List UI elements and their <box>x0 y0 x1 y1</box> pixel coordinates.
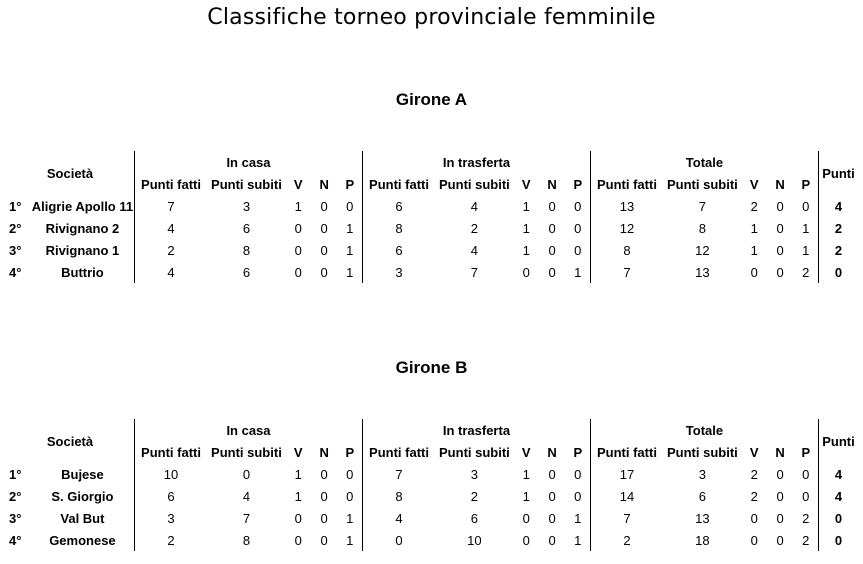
away-section-header: In trasferta <box>362 419 590 441</box>
away-stat-cell: 2 <box>470 488 479 504</box>
home-stat-cell: 1 <box>346 532 354 548</box>
home-col-header: V <box>293 176 303 192</box>
away-stat-cell: 0 <box>548 264 556 280</box>
table-row <box>6 463 858 485</box>
rank-cell: 4° <box>9 264 22 280</box>
home-stat-cell: 2 <box>135 529 208 551</box>
home-col-header: Punti subiti <box>211 176 282 192</box>
total-stat-cell: 0 <box>750 532 758 548</box>
total-stat-cell: 1 <box>802 242 810 258</box>
away-col-header: Punti subiti <box>439 176 510 192</box>
home-stat-cell: 7 <box>242 510 251 526</box>
total-stat-cell: 13 <box>695 510 710 526</box>
total-stat-cell: 2 <box>750 488 758 504</box>
total-col-header: V <box>749 176 759 192</box>
total-col-header: Punti fatti <box>590 173 663 195</box>
away-col-header: P <box>573 444 583 460</box>
away-stat-cell: 1 <box>522 488 530 504</box>
away-col-header: Punti fatti <box>362 173 435 195</box>
away-stat-cell: 0 <box>522 510 530 526</box>
home-stat-cell: 0 <box>320 198 328 214</box>
header-row-sections <box>6 151 858 173</box>
away-stat-cell: 0 <box>522 532 530 548</box>
rank-cell: 2° <box>9 488 22 504</box>
home-stat-cell: 2 <box>135 239 208 261</box>
home-stat-cell: 6 <box>135 485 208 507</box>
home-col-header: Punti subiti <box>211 444 282 460</box>
team-cell: Rivignano 1 <box>45 242 120 258</box>
points-cell: 0 <box>818 261 858 283</box>
team-cell: Aligrie Apollo 11 <box>31 198 134 214</box>
away-stat-cell: 0 <box>548 198 556 214</box>
total-stat-cell: 13 <box>695 264 710 280</box>
team-cell: Bujese <box>61 466 104 482</box>
home-stat-cell: 4 <box>135 261 208 283</box>
away-stat-cell: 3 <box>362 261 435 283</box>
team-cell: Buttrio <box>61 264 104 280</box>
away-stat-cell: 0 <box>362 529 435 551</box>
away-stat-cell: 1 <box>522 242 530 258</box>
total-stat-cell: 0 <box>802 488 810 504</box>
away-stat-cell: 0 <box>548 488 556 504</box>
away-stat-cell: 0 <box>574 466 582 482</box>
points-cell: 2 <box>818 217 858 239</box>
total-stat-cell: 8 <box>590 239 663 261</box>
away-stat-cell: 4 <box>470 242 479 258</box>
punti-header: Punti <box>818 419 858 463</box>
total-stat-cell: 2 <box>590 529 663 551</box>
table-row <box>6 195 858 217</box>
away-stat-cell: 1 <box>522 466 530 482</box>
away-section-header: In trasferta <box>362 151 590 173</box>
group-title-b: Girone B <box>395 358 468 377</box>
away-stat-cell: 10 <box>467 532 482 548</box>
total-col-header: Punti subiti <box>666 444 738 460</box>
total-stat-cell: 0 <box>776 532 784 548</box>
away-stat-cell: 0 <box>522 264 530 280</box>
home-stat-cell: 0 <box>242 466 251 482</box>
total-col-header: V <box>749 444 759 460</box>
away-stat-cell: 7 <box>470 264 479 280</box>
points-cell: 0 <box>818 529 858 551</box>
home-stat-cell: 8 <box>242 532 251 548</box>
home-col-header: N <box>319 176 329 192</box>
home-stat-cell: 0 <box>320 220 328 236</box>
home-section-header: In casa <box>135 151 363 173</box>
home-stat-cell: 0 <box>294 532 302 548</box>
away-stat-cell: 1 <box>522 220 530 236</box>
header-row-sections <box>6 419 858 441</box>
away-stat-cell: 3 <box>470 466 479 482</box>
total-stat-cell: 0 <box>750 510 758 526</box>
group-title-a: Girone A <box>395 90 468 109</box>
total-stat-cell: 12 <box>590 217 663 239</box>
home-col-header: P <box>345 444 355 460</box>
header-row-columns <box>6 441 858 463</box>
standings-table-b <box>6 419 858 551</box>
home-stat-cell: 0 <box>294 220 302 236</box>
total-stat-cell: 0 <box>802 198 810 214</box>
home-stat-cell: 3 <box>242 198 251 214</box>
away-stat-cell: 8 <box>362 485 435 507</box>
total-stat-cell: 7 <box>698 198 706 214</box>
table-row <box>6 507 858 529</box>
total-stat-cell: 1 <box>750 220 758 236</box>
standings-table-a <box>6 151 858 283</box>
away-col-header: N <box>547 444 557 460</box>
away-stat-cell: 1 <box>574 264 582 280</box>
table-row <box>6 217 858 239</box>
team-cell: S. Giorgio <box>51 488 114 504</box>
total-stat-cell: 0 <box>776 264 784 280</box>
away-stat-cell: 0 <box>548 220 556 236</box>
away-stat-cell: 0 <box>574 220 582 236</box>
home-stat-cell: 8 <box>242 242 251 258</box>
away-stat-cell: 7 <box>362 463 435 485</box>
header-row-columns <box>6 173 858 195</box>
rank-cell: 2° <box>9 220 22 236</box>
away-stat-cell: 0 <box>548 510 556 526</box>
total-section-header: Totale <box>590 419 818 441</box>
table-row <box>6 261 858 283</box>
table-row <box>6 239 858 261</box>
home-stat-cell: 1 <box>346 242 354 258</box>
total-stat-cell: 0 <box>776 488 784 504</box>
home-stat-cell: 0 <box>320 510 328 526</box>
total-col-header: Punti subiti <box>666 176 738 192</box>
rank-cell: 3° <box>9 242 22 258</box>
table-row <box>6 529 858 551</box>
total-col-header: N <box>775 176 785 192</box>
punti-header: Punti <box>818 151 858 195</box>
away-stat-cell: 6 <box>362 239 435 261</box>
total-stat-cell: 2 <box>802 510 810 526</box>
home-col-header: Punti fatti <box>135 173 208 195</box>
home-stat-cell: 4 <box>242 488 251 504</box>
home-stat-cell: 0 <box>346 466 354 482</box>
away-col-header: V <box>521 176 531 192</box>
away-col-header: V <box>521 444 531 460</box>
home-stat-cell: 0 <box>294 264 302 280</box>
total-stat-cell: 7 <box>590 261 663 283</box>
home-stat-cell: 1 <box>346 264 354 280</box>
home-stat-cell: 0 <box>320 488 328 504</box>
away-stat-cell: 2 <box>470 220 479 236</box>
home-stat-cell: 0 <box>320 532 328 548</box>
away-col-header: P <box>573 176 583 192</box>
total-stat-cell: 1 <box>802 220 810 236</box>
home-col-header: Punti fatti <box>135 441 208 463</box>
away-stat-cell: 0 <box>548 532 556 548</box>
total-stat-cell: 12 <box>695 242 710 258</box>
home-stat-cell: 1 <box>294 488 302 504</box>
home-stat-cell: 0 <box>346 198 354 214</box>
home-section-header: In casa <box>135 419 363 441</box>
home-col-header: V <box>293 444 303 460</box>
total-stat-cell: 6 <box>698 488 706 504</box>
home-stat-cell: 1 <box>346 220 354 236</box>
total-col-header: P <box>801 176 811 192</box>
away-col-header: Punti subiti <box>439 444 510 460</box>
total-stat-cell: 13 <box>590 195 663 217</box>
points-cell: 4 <box>818 485 858 507</box>
points-cell: 4 <box>818 463 858 485</box>
home-stat-cell: 10 <box>135 463 208 485</box>
home-stat-cell: 0 <box>320 466 328 482</box>
away-stat-cell: 8 <box>362 217 435 239</box>
away-stat-cell: 0 <box>574 242 582 258</box>
team-cell: Val But <box>60 510 105 526</box>
points-cell: 0 <box>818 507 858 529</box>
away-stat-cell: 4 <box>470 198 479 214</box>
rank-cell: 3° <box>9 510 22 526</box>
total-stat-cell: 2 <box>802 264 810 280</box>
total-col-header: N <box>775 444 785 460</box>
home-col-header: P <box>345 176 355 192</box>
home-stat-cell: 4 <box>135 217 208 239</box>
away-stat-cell: 0 <box>548 242 556 258</box>
away-stat-cell: 0 <box>574 198 582 214</box>
rank-cell: 1° <box>9 198 22 214</box>
total-stat-cell: 0 <box>776 220 784 236</box>
away-col-header: N <box>547 176 557 192</box>
points-cell: 4 <box>818 195 858 217</box>
home-stat-cell: 0 <box>294 242 302 258</box>
total-section-header: Totale <box>590 151 818 173</box>
home-col-header: N <box>319 444 329 460</box>
home-stat-cell: 0 <box>294 510 302 526</box>
away-stat-cell: 6 <box>362 195 435 217</box>
societa-header: Società <box>46 433 94 449</box>
total-stat-cell: 0 <box>776 466 784 482</box>
total-stat-cell: 2 <box>750 466 758 482</box>
home-stat-cell: 6 <box>242 264 251 280</box>
total-stat-cell: 8 <box>698 220 706 236</box>
home-stat-cell: 7 <box>135 195 208 217</box>
away-stat-cell: 0 <box>548 466 556 482</box>
total-col-header: P <box>801 444 811 460</box>
total-stat-cell: 3 <box>698 466 706 482</box>
away-stat-cell: 6 <box>470 510 479 526</box>
total-stat-cell: 7 <box>590 507 663 529</box>
home-stat-cell: 1 <box>294 466 302 482</box>
home-stat-cell: 6 <box>242 220 251 236</box>
total-stat-cell: 18 <box>695 532 710 548</box>
total-stat-cell: 0 <box>776 242 784 258</box>
total-stat-cell: 14 <box>590 485 663 507</box>
away-stat-cell: 4 <box>362 507 435 529</box>
total-stat-cell: 0 <box>776 510 784 526</box>
total-col-header: Punti fatti <box>590 441 663 463</box>
home-stat-cell: 1 <box>294 198 302 214</box>
total-stat-cell: 2 <box>750 198 758 214</box>
points-cell: 2 <box>818 239 858 261</box>
rank-cell: 1° <box>9 466 22 482</box>
total-stat-cell: 0 <box>802 466 810 482</box>
away-col-header: Punti fatti <box>362 441 435 463</box>
societa-header: Società <box>46 165 94 181</box>
home-stat-cell: 1 <box>346 510 354 526</box>
home-stat-cell: 0 <box>346 488 354 504</box>
away-stat-cell: 1 <box>574 510 582 526</box>
total-stat-cell: 2 <box>802 532 810 548</box>
total-stat-cell: 1 <box>750 242 758 258</box>
total-stat-cell: 17 <box>590 463 663 485</box>
home-stat-cell: 3 <box>135 507 208 529</box>
total-stat-cell: 0 <box>750 264 758 280</box>
total-stat-cell: 0 <box>776 198 784 214</box>
team-cell: Gemonese <box>49 532 116 548</box>
home-stat-cell: 0 <box>320 264 328 280</box>
team-cell: Rivignano 2 <box>45 220 120 236</box>
away-stat-cell: 1 <box>574 532 582 548</box>
table-row <box>6 485 858 507</box>
page-title: Classifiche torneo provinciale femminile <box>207 5 656 30</box>
rank-cell: 4° <box>9 532 22 548</box>
away-stat-cell: 1 <box>522 198 530 214</box>
away-stat-cell: 0 <box>574 488 582 504</box>
home-stat-cell: 0 <box>320 242 328 258</box>
